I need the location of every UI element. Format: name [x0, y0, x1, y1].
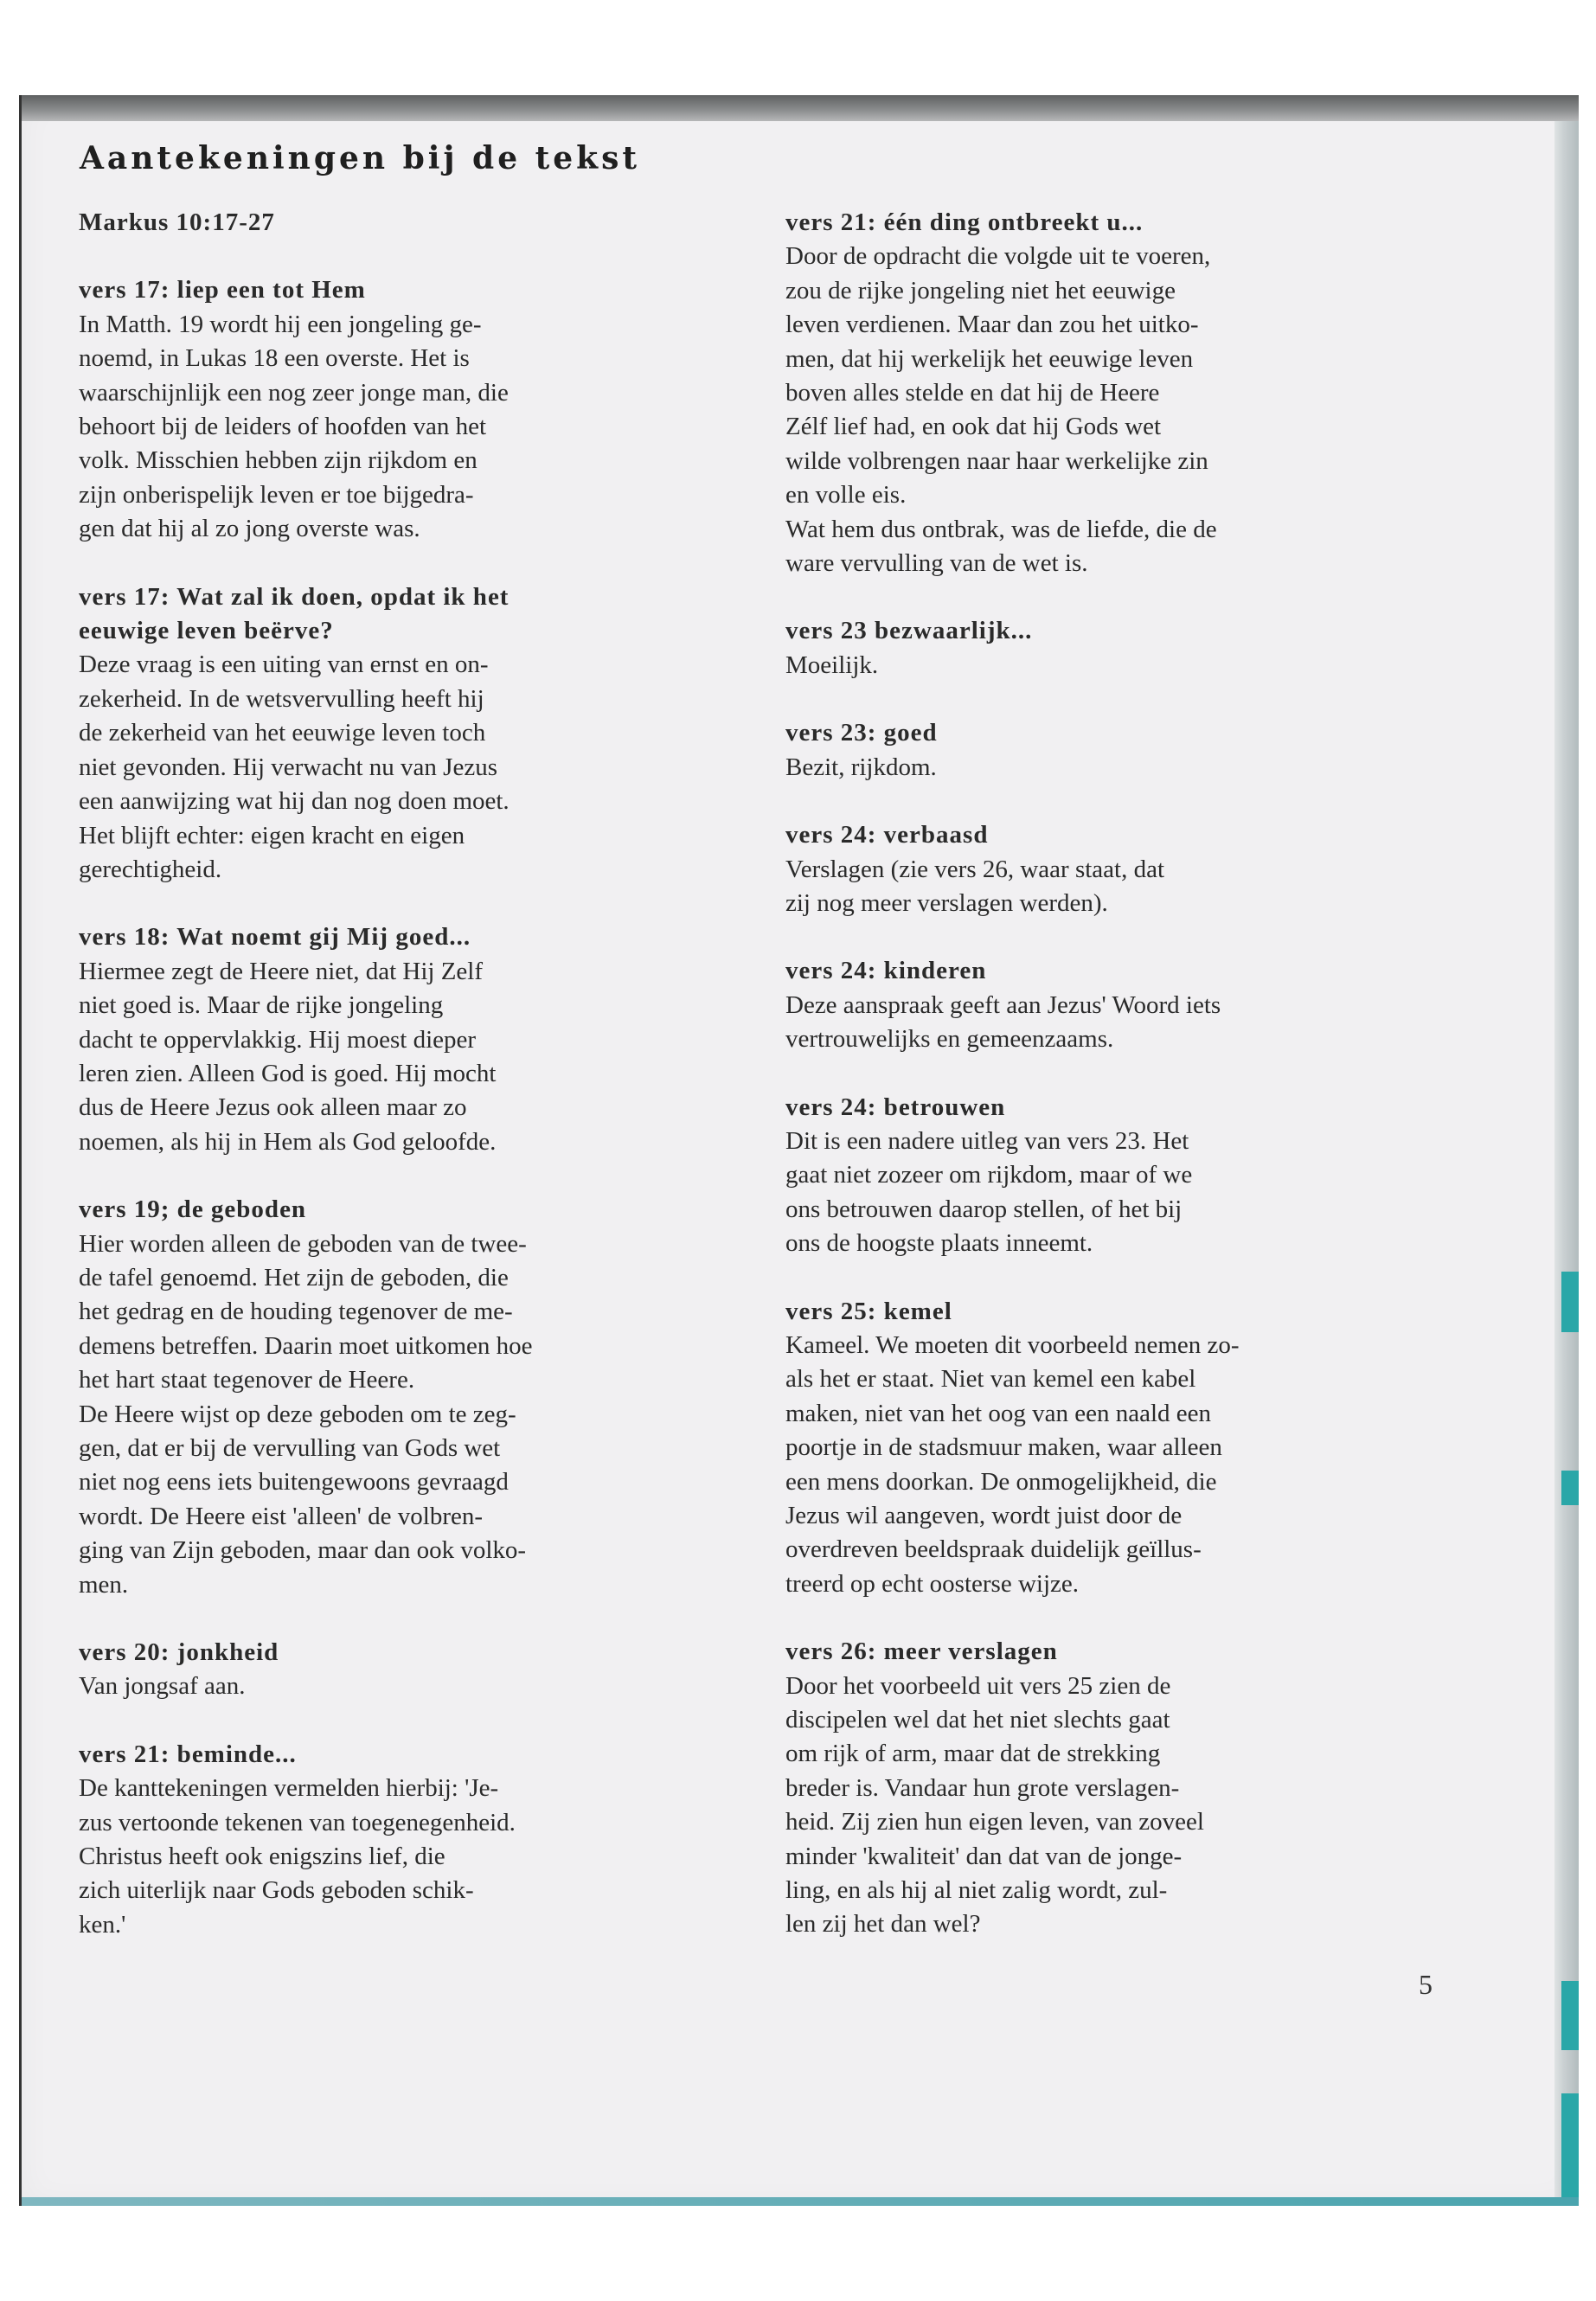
annotation-note — [79, 273, 745, 546]
note-text: Kameel. We moeten dit voorbeeld nemen zo- als het er staat. Niet van kemel een kabel maken, niet van het oog van een naald een poortje in de stadsmuur maken, waar alleen een mens doorkan. De onmogelijkheid, die Jezus wil aangeven, wordt juist door de overdreven beeldspraak duidelijk geïllus- treerd op echt oosterse wijze. — [785, 1330, 1240, 1598]
annotation-note — [785, 818, 1452, 920]
page-heading: Aantekeningen bij de tekst — [80, 140, 641, 176]
note-text: In Matth. 19 wordt hij een jongeling ge- noemd, in Lukas 18 een overste. Het is waarschijnlijk een nog zeer jonge man, die behoort bij de leiders of hoofden van het volk. Misschien hebben zijn rijkdom en zijn onberispelijk leven er toe bijgedra- gen dat hij al zo jong overste was. — [79, 310, 509, 543]
verse-term: vers 20: jonkheid — [79, 1638, 279, 1667]
annotation-note — [785, 954, 1452, 1056]
scripture-reference: Markus 10:17-27 — [79, 208, 275, 236]
page-edge-binding — [1554, 121, 1579, 2206]
note-text: Verslagen (zie vers 26, waar staat, dat zij nog meer verslagen werden). — [785, 855, 1165, 917]
verse-term: vers 23: goed — [785, 719, 938, 747]
page-number: 5 — [1419, 1969, 1433, 2000]
verse-term: vers 17: Wat zal ik doen, opdat ik het eeuwige leven beërve? — [79, 582, 510, 645]
verse-term: vers 18: Wat noemt gij Mij goed... — [79, 923, 471, 952]
verse-term: vers 17: liep een tot Hem — [79, 276, 366, 304]
teal-edge-mark — [1561, 1272, 1579, 1332]
verse-term: vers 21: beminde... — [79, 1740, 297, 1768]
verse-term: vers 19; de geboden — [79, 1195, 307, 1224]
note-text: Hiermee zegt de Heere niet, dat Hij Zelf niet goed is. Maar de rijke jongeling dacht te oppervlakkig. Hij moest dieper leren zien. Alleen God is goed. Hij mocht dus de Heere Jezus ook alleen maar zo noemen, als hij in Hem als God geloofde. — [79, 957, 497, 1156]
verse-term: vers 25: kemel — [785, 1297, 952, 1325]
note-text: Deze vraag is een uiting van ernst en on- zekerheid. In de wetsvervulling heeft hij de zekerheid van het eeuwige leven toch niet gevonden. Hij verwacht nu van Jezus een aanwijzing wat hij dan nog doen moet. Het blijft echter: eigen kracht en eigen gerechtigheid. — [79, 651, 510, 883]
bottom-edge-line — [22, 2197, 1579, 2206]
note-text: Bezit, rijkdom. — [785, 753, 937, 781]
annotation-note — [785, 614, 1452, 683]
annotation-note — [785, 1295, 1452, 1602]
left-notes-list — [79, 273, 745, 1942]
verse-term: vers 24: betrouwen — [785, 1093, 1006, 1121]
verse-term: vers 24: kinderen — [785, 957, 987, 985]
annotation-note — [79, 1738, 745, 1942]
note-text: Dit is een nadere uitleg van vers 23. Het gaat niet zozeer om rijkdom, maar of we ons betrouwen daarop stellen, of het bij ons de hoogste plaats inneemt. — [785, 1126, 1193, 1258]
annotation-note — [785, 1635, 1452, 1942]
teal-edge-mark — [1561, 1471, 1579, 1505]
right-notes-list — [785, 206, 1452, 1942]
note-text: Door het voorbeeld uit vers 25 zien de discipelen wel dat het niet slechts gaat om rijk of arm, maar dat de strekking breder is. Vandaar hun grote verslagen- heid. Zij zien hun eigen leven, van zoveel minder 'kwaliteit' dan dat van de jonge- ling, en als hij al niet zalig wordt, zul- len zij het dan wel? — [785, 1671, 1204, 1939]
verse-term: vers 26: meer verslagen — [785, 1638, 1058, 1666]
left-column — [79, 206, 745, 1976]
note-text: Moeilijk. — [785, 651, 879, 679]
verse-term: vers 23 bezwaarlijk... — [785, 617, 1033, 645]
teal-edge-mark — [1561, 2093, 1579, 2197]
note-text: De kanttekeningen vermelden hierbij: 'Je- zus vertoonde tekenen van toegenegenheid. Christus heeft ook enigszins lief, die zich uiterlijk naar Gods geboden schik- ken.' — [79, 1774, 516, 1939]
annotation-note — [785, 716, 1452, 785]
annotation-note — [79, 1193, 745, 1602]
annotation-note — [79, 580, 745, 888]
note-text: Door de opdracht die volgde uit te voeren, zou de rijke jongeling niet het eeuwige leven verdienen. Maar dan zou het uitko- men, dat hij werkelijk het eeuwige leven boven alles stelde en dat hij de Heere Zélf lief had, en ook dat hij Gods wet wilde volbrengen naar haar werkelijke zin en volle eis. Wat hem dus ontbrak, was de liefde, die de ware vervulling van de wet is. — [785, 242, 1217, 578]
annotation-note — [79, 920, 745, 1159]
annotation-note — [785, 1091, 1452, 1261]
teal-edge-mark — [1561, 1981, 1579, 2050]
note-text: Deze aanspraak geeft aan Jezus' Woord iets vertrouwelijks en gemeenzaams. — [785, 990, 1221, 1054]
note-text: Van jongsaf aan. — [79, 1672, 246, 1701]
top-edge-strip — [22, 95, 1579, 121]
annotation-note — [785, 206, 1452, 580]
verse-term: vers 24: verbaasd — [785, 821, 989, 849]
annotation-note — [79, 1636, 745, 1704]
note-text: Hier worden alleen de geboden van de twee- de tafel genoemd. Het zijn de geboden, die het gedrag en de houding tegenover de me- demens betreffen. Daarin moet uitkomen hoe het hart staat tegenover de Heere. De Heere wijst op deze geboden om te zeg- gen, dat er bij de vervulling van Gods wet niet nog eens iets buitengewoons gevraagd wordt. De Heere eist 'alleen' de volbren- ging van Zijn geboden, maar dan ook volko- men. — [79, 1229, 533, 1599]
verse-term: vers 21: één ding ontbreekt u... — [785, 208, 1144, 236]
right-column — [785, 206, 1452, 1976]
